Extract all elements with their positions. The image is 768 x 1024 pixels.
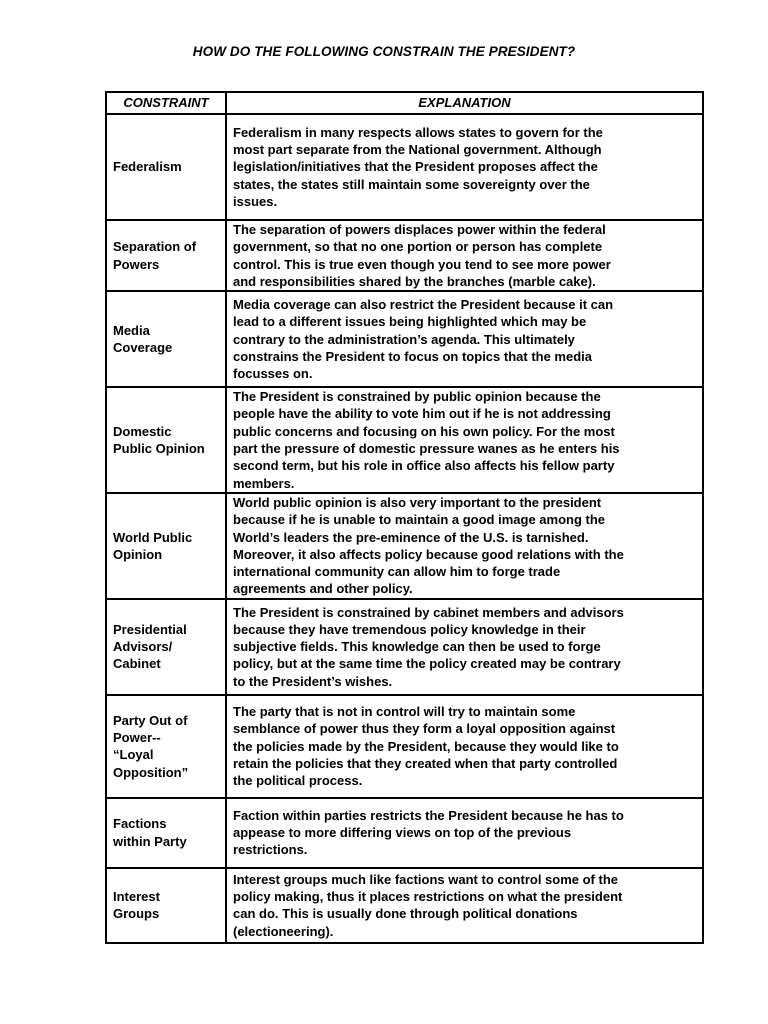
constraint-line: Opposition” <box>113 764 189 780</box>
explanation-line: people have the ability to vote him out if he is not addressing <box>233 406 611 422</box>
explanation-line: (electioneering). <box>233 923 334 939</box>
explanation-line: appease to more differing views on top of the previous <box>233 825 572 841</box>
explanation-line: constrains the President to focus on topics that the media <box>233 348 592 364</box>
table-row <box>106 798 703 868</box>
explanation-line: restrictions. <box>233 842 308 858</box>
explanation-line: Interest groups much like factions want to control some of the <box>233 871 618 887</box>
explanation-line: public concerns and focusing on his own policy. For the most <box>233 423 615 439</box>
constraint-cell <box>106 493 226 599</box>
explanation-line: Media coverage can also restrict the President because it can <box>233 296 614 312</box>
explanation-line: to the President’s wishes. <box>233 673 393 689</box>
explanation-line: because if he is unable to maintain a good image among the <box>233 512 606 528</box>
explanation-line: part the pressure of domestic pressure wanes as he enters his <box>233 441 620 457</box>
constraint-cell <box>106 220 226 291</box>
constraint-line: Interest <box>113 888 160 904</box>
explanation-header: EXPLANATION <box>226 92 703 114</box>
constraint-cell <box>106 695 226 798</box>
page-title: HOW DO THE FOLLOWING CONSTRAIN THE PRESIDENT? <box>192 44 576 59</box>
explanation-line: lead to a different issues being highlighted which may be <box>233 314 587 330</box>
explanation-cell <box>226 291 703 387</box>
explanation-cell <box>226 599 703 695</box>
constraint-line: Federalism <box>113 159 182 175</box>
constraint-cell <box>106 387 226 493</box>
table-row <box>106 114 703 220</box>
explanation-line: The separation of powers displaces power within the federal <box>233 222 606 237</box>
explanation-cell <box>226 493 703 599</box>
explanation-line: World public opinion is also very important to the president <box>233 494 602 510</box>
explanation-line: Federalism in many respects allows states to govern for the <box>233 124 603 140</box>
explanation-cell <box>226 114 703 220</box>
constraint-line: Media <box>113 322 150 338</box>
explanation-line: Faction within parties restricts the President because he has to <box>233 807 624 823</box>
table-row <box>106 387 703 493</box>
explanation-line: contrary to the administration’s agenda. This ultimately <box>233 331 575 347</box>
explanation-line: The President is constrained by public opinion because the <box>233 389 601 405</box>
table-row <box>106 599 703 695</box>
explanation-line: members. <box>233 475 295 491</box>
constraint-line: Power-- <box>113 729 161 745</box>
explanation-line: most part separate from the National government. Although <box>233 142 602 158</box>
table-row <box>106 695 703 798</box>
explanation-line: agreements and other policy. <box>233 581 413 597</box>
constraint-line: Coverage <box>113 340 173 356</box>
constraint-cell <box>106 798 226 868</box>
constraint-line: “Loyal <box>113 747 154 763</box>
explanation-line: the policies made by the President, because they would like to <box>233 738 619 754</box>
explanation-line: policy making, thus it places restrictions on what the president <box>233 888 623 904</box>
explanation-line: and responsibilities shared by the branches (marble cake). <box>233 273 596 289</box>
constraint-cell <box>106 291 226 387</box>
explanation-line: control. This is true even though you tend to see more power <box>233 256 611 272</box>
explanation-line: can do. This is usually done through political donations <box>233 906 578 922</box>
explanation-line: semblance of power thus they form a loyal opposition against <box>233 721 616 737</box>
constraint-cell <box>106 599 226 695</box>
explanation-line: retain the policies that they created when that party controlled <box>233 755 618 771</box>
explanation-line: policy, but at the same time the policy created may be contrary <box>233 656 621 672</box>
table-row <box>106 868 703 943</box>
explanation-cell <box>226 387 703 493</box>
constraint-line: Cabinet <box>113 656 161 672</box>
table-row <box>106 220 703 291</box>
explanation-cell <box>226 868 703 943</box>
constraint-line: World Public <box>113 529 193 545</box>
explanation-line: Moreover, it also affects policy because good relations with the <box>233 546 624 562</box>
constraint-line: Party Out of <box>113 712 188 728</box>
explanation-line: states, the states still maintain some sovereignty over the <box>233 176 590 192</box>
constraint-line: Groups <box>113 906 160 922</box>
header-row <box>106 92 703 114</box>
explanation-line: because they have tremendous policy knowledge in their <box>233 621 586 637</box>
explanation-cell <box>226 798 703 868</box>
constraint-line: Public Opinion <box>113 441 205 457</box>
constraint-cell <box>106 114 226 220</box>
constraint-cell <box>106 868 226 943</box>
constraint-line: Advisors/ <box>113 639 173 655</box>
explanation-cell <box>226 220 703 291</box>
explanation-line: focusses on. <box>233 366 313 382</box>
constraint-header: CONSTRAINT <box>106 92 226 114</box>
explanation-line: The President is constrained by cabinet members and advisors <box>233 604 624 620</box>
explanation-line: international community can allow him to forge trade <box>233 564 561 580</box>
constraint-line: Domestic <box>113 423 172 439</box>
constraint-line: Factions <box>113 816 167 832</box>
explanation-line: issues. <box>233 193 278 209</box>
explanation-line: the political process. <box>233 773 363 789</box>
constraint-line: within Party <box>113 833 187 849</box>
explanation-line: government, so that no one portion or person has complete <box>233 239 603 255</box>
explanation-line: second term, but his role in office also affects his fellow party <box>233 458 615 474</box>
constraint-line: Separation of <box>113 239 197 255</box>
table-row <box>106 493 703 599</box>
constraints-table <box>105 91 704 944</box>
explanation-line: World’s leaders the pre-eminence of the U.S. is tarnished. <box>233 529 589 545</box>
constraint-line: Powers <box>113 256 160 272</box>
explanation-line: subjective fields. This knowledge can then be used to forge <box>233 639 601 655</box>
explanation-line: legislation/initiatives that the President proposes affect the <box>233 159 598 175</box>
explanation-line: The party that is not in control will try to maintain some <box>233 704 576 719</box>
constraint-line: Opinion <box>113 546 163 562</box>
table-row <box>106 291 703 387</box>
constraint-line: Presidential <box>113 621 187 637</box>
explanation-cell <box>226 695 703 798</box>
